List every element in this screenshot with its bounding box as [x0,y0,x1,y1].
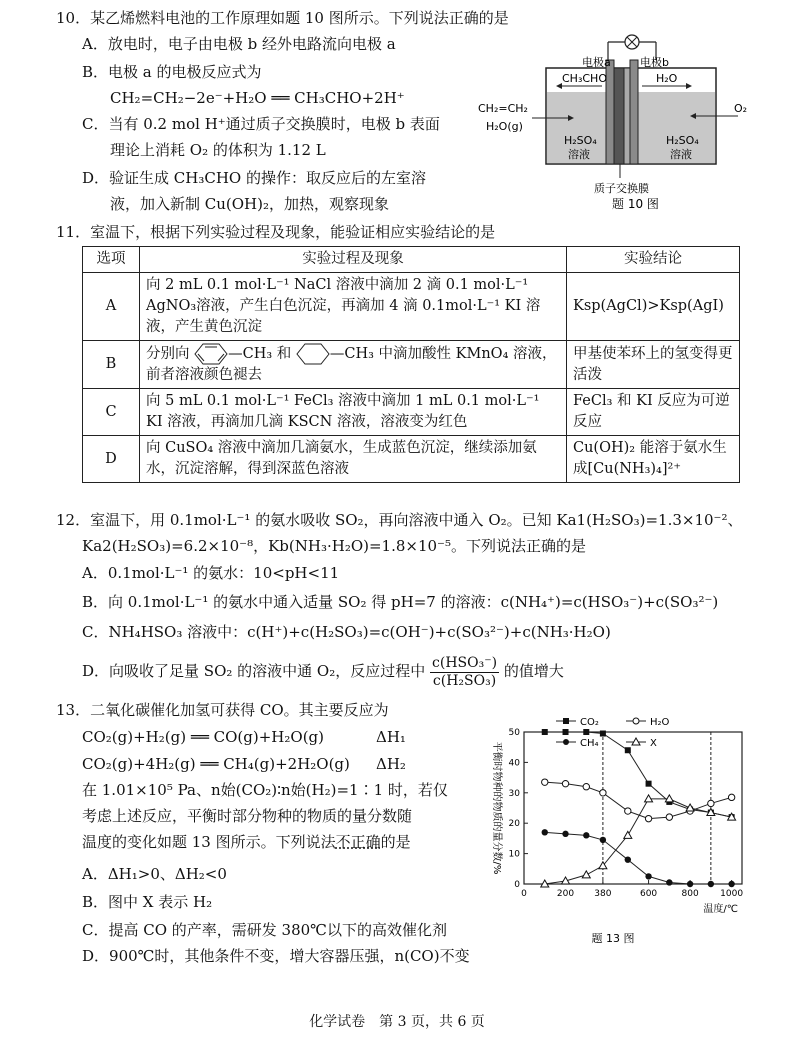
q13-emphasis-not-correct: 不正确 [335,833,381,851]
inlet-water-label: H₂O(g) [486,120,523,133]
q10-stem: 10．某乙烯燃料电池的工作原理如题 10 图所示。下列说法正确的是 [56,9,509,27]
q12-stem-line2: Ka2(H₂SO₃)=6.2×10⁻⁸，Kb(NH₃·H₂O)=1.8×10⁻⁵。下列说法正确的是 [82,537,586,555]
y-tick-label: 30 [508,788,520,799]
q12-stem-line1: 12．室温下，用 0.1mol·L⁻¹ 的氨水吸收 SO₂，再向溶液中通入 O₂。已知 Ka1(H₂SO₃)=1.3×10⁻²、 [56,511,743,529]
series-line [545,782,732,818]
right-product-label: H₂O [656,72,678,85]
q13-option-b: B．图中 X 表示 H₂ [82,893,213,911]
series-point [625,856,631,862]
q13-option-d: D．900℃时，其他条件不变，增大容器压强，n(CO)不变 [82,947,470,965]
q13-reaction-1-enthalpy: ΔH₁ [376,728,406,746]
fraction-denominator: c(H₂SO₃) [432,672,497,689]
figure-10-caption: 题 10 图 [612,197,659,210]
series-point [728,881,734,887]
procedure-middle: —CH₃ 和 [228,346,292,362]
row-option: B [83,341,140,389]
page-footer: 化学试卷 第 3 页，共 6 页 [309,1014,485,1030]
row-procedure: 向 2 mL 0.1 mol·L⁻¹ NaCl 溶液中滴加 2 滴 0.1 mol·L⁻¹ AgNO₃溶液，产生白色沉淀，再滴加 4 滴 0.1mol·L⁻¹ KI 溶液，产生黄色沉淀 [140,273,567,341]
electrode-a-label: 电极a [582,56,611,69]
table-row [83,389,740,436]
series-point [583,729,589,735]
inlet-ethylene-label: CH₂=CH₂ [478,102,528,115]
y-tick-label: 40 [508,758,520,769]
q13-option-c: C．提高 CO 的产率，需研发 380℃以下的高效催化剂 [82,921,447,939]
bulb-icon [625,35,639,49]
q10-option-b-equation: CH₂=CH₂−2e⁻+H₂O ══ CH₃CHO+2H⁺ [110,89,405,107]
x-tick-label: 0 [521,889,527,899]
q13-reaction-1: CO₂(g)+H₂(g) ══ CO(g)+H₂O(g) [82,728,325,746]
row-option: A [83,273,140,341]
q13-condition-line2: 考虑上述反应，平衡时部分物种的物质的量分数随 [82,807,413,825]
series-point [542,779,548,785]
q12-option-d-text: D．向吸收了足量 SO₂ 的溶液中通 O₂，反应过程中 [82,662,426,680]
table-row [83,436,740,483]
y-tick-label: 10 [508,849,520,860]
series-point [645,873,651,879]
header-conclusion: 实验结论 [567,247,740,273]
q13-stem: 13．二氧化碳催化加氢可获得 CO。其主要反应为 [56,701,389,719]
header-procedure: 实验过程及现象 [140,247,567,273]
right-solution-label: H₂SO₄ [666,134,699,147]
q10-option-c-line2: 理论上消耗 O₂ 的体积为 1.12 L [110,141,326,159]
x-tick-label: 1000 [720,889,744,899]
y-axis-label: 平衡时物种的物质的量分数/% [491,741,502,875]
q10-option-b: B．电极 a 的电极反应式为 [82,63,262,81]
q13-line3-text: 温度的变化如题 13 图所示。下列说法 [82,833,336,851]
y-tick-label: 50 [508,728,520,738]
legend-label: CH₄ [580,738,599,749]
q12-option-a: A．0.1mol·L⁻¹ 的氨水：10<pH<11 [82,564,340,582]
benzene-ring-icon [194,343,228,365]
q12-option-b: B．向 0.1mol·L⁻¹ 的氨水中通入适量 SO₂ 得 pH=7 的溶液：c(NH₄⁺)=c(HSO₃⁻)+c(SO₃²⁻) [82,593,719,611]
table-row [83,341,740,389]
series-point [582,871,590,878]
q12-option-d-tail: 的值增大 [503,662,564,680]
q13-option-a: A．ΔH₁>0、ΔH₂<0 [82,865,227,883]
plot-frame [524,732,742,884]
left-product-label: CH₃CHO [562,72,607,85]
row-conclusion: 甲基使苯环上的氢变得更活泼 [567,341,740,389]
procedure-prefix: 分别向 [146,346,190,362]
x-tick-label: 800 [681,889,699,899]
series-point [666,814,672,820]
right-solution-label2: 溶液 [670,148,692,161]
legend-label: H₂O [650,717,670,728]
series-point [583,784,589,790]
row-conclusion: Cu(OH)₂ 能溶于氨水生成[Cu(NH₃)₄]²⁺ [567,436,740,483]
series-point [646,781,652,787]
row-procedure [140,341,567,389]
q13-reaction-2-enthalpy: ΔH₂ [376,755,406,773]
q12-option-c: C．NH₄HSO₃ 溶液中：c(H⁺)+c(H₂SO₃)=c(OH⁻)+c(SO₃²⁻)+c(NH₃·H₂O) [82,623,611,641]
series-point [666,879,672,885]
fraction-numerator: c(HSO₃⁻) [432,654,498,671]
series-point [645,815,651,821]
x-tick-label: 600 [639,889,658,899]
row-option: D [83,436,140,483]
series-point [708,800,714,806]
cyclohexane-ring-icon [296,343,330,365]
row-procedure: 向 5 mL 0.1 mol·L⁻¹ FeCl₃ 溶液中滴加 1 mL 0.1 mol·L⁻¹ KI 溶液，再滴加几滴 KSCN 溶液，溶液变为红色 [140,389,567,436]
series-point [563,729,569,735]
series-point [562,780,568,786]
q12-fraction [430,655,499,690]
q11-stem: 11．室温下，根据下列实验过程及现象，能验证相应实验结论的是 [56,223,496,241]
table-header-row [83,247,740,273]
legend-marker [563,739,569,745]
series-point [708,881,714,887]
y-tick-label: 20 [508,819,520,830]
x-tick-label: 200 [556,889,575,899]
legend-marker [633,718,639,724]
row-conclusion: Ksp(AgCl)>Ksp(AgI) [567,273,740,341]
row-procedure: 向 CuSO₄ 溶液中滴加几滴氨水，生成蓝色沉淀，继续添加氨水，沉淀溶解，得到深蓝色溶液 [140,436,567,483]
membrane-label: 质子交换膜 [594,182,649,195]
species-fraction-chart [478,712,768,957]
series-point [600,731,606,737]
inlet-oxygen-label: O₂ [734,102,748,115]
table-row [83,273,740,341]
series-point [542,729,548,735]
series-point [687,881,693,887]
y-tick-label: 0 [514,880,520,890]
x-axis-label: 温度/℃ [703,904,738,915]
q13-line3-tail: 的是 [380,833,411,851]
series-point [625,808,631,814]
series-point [583,832,589,838]
series-point [625,747,631,753]
procedure-suffix: —CH₃ 中滴加酸性 KMnO₄ 溶液，前者溶液颜色褪去 [146,346,557,383]
legend-marker [563,718,569,724]
legend-label: CO₂ [580,717,599,728]
experiment-table [82,246,740,483]
left-solution-label: H₂SO₄ [564,134,597,147]
row-conclusion: FeCl₃ 和 KI 反应为可逆反应 [567,389,740,436]
x-tick-label: 380 [594,889,612,899]
series-point [600,837,606,843]
series-line [545,832,732,884]
figure-13-caption: 题 13 图 [591,932,635,945]
legend-label: X [650,738,657,749]
series-point [562,831,568,837]
electrode-b-label: 电极b [640,56,669,69]
series-point [728,794,734,800]
q13-condition-line3 [82,832,411,852]
q12-option-d [82,654,564,690]
q10-option-a: A．放电时，电子由电极 b 经外电路流向电极 a [82,35,396,53]
header-option: 选项 [83,247,140,273]
q10-option-d: D．验证生成 CH₃CHO 的操作：取反应后的左室溶 [82,169,426,187]
q10-option-d-line2: 液，加入新制 Cu(OH)₂，加热，观察现象 [110,195,390,213]
series-point [600,790,606,796]
q13-reaction-2: CO₂(g)+4H₂(g) ══ CH₄(g)+2H₂O(g) [82,755,350,773]
row-option: C [83,389,140,436]
left-solution-label2: 溶液 [568,148,590,161]
q10-option-c: C．当有 0.2 mol H⁺通过质子交换膜时，电极 b 表面 [82,115,440,133]
fuel-cell-diagram [476,30,766,210]
series-point [624,831,632,838]
series-point [542,829,548,835]
q13-condition-line1: 在 1.01×10⁵ Pa、n始(CO₂)∶n始(H₂)=1∶1 时，若仅 [82,781,448,799]
